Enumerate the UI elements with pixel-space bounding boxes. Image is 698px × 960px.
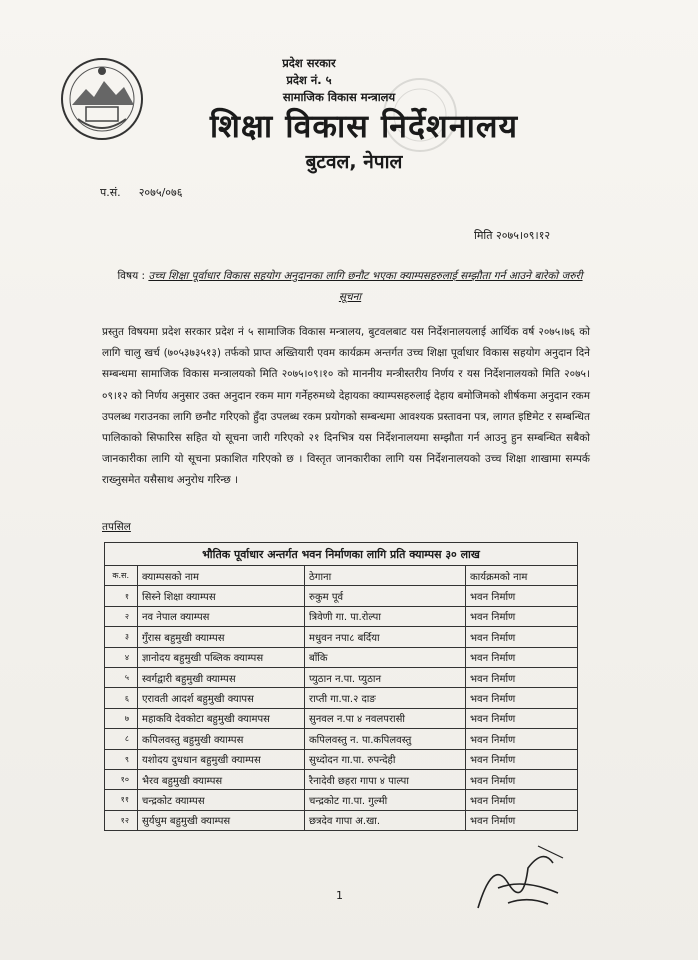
- table-row: [105, 606, 578, 626]
- reference-number: [100, 185, 182, 200]
- header-office-name: शिक्षा विकास निर्देशनालय: [209, 107, 519, 145]
- letter-date: मिति २०७५।०९।१२: [474, 229, 551, 242]
- header-sn: क.स.: [105, 566, 138, 586]
- schedule-heading: तपसिल: [102, 521, 131, 533]
- table-row: [105, 647, 578, 667]
- cell-sn: १०: [105, 769, 138, 789]
- cell-program: भवन निर्माण: [466, 688, 578, 708]
- cell-program: भवन निर्माण: [466, 586, 578, 606]
- cell-sn: २: [105, 606, 138, 626]
- subject-label: विषय :: [117, 270, 146, 282]
- cell-address: छत्रदेव गापा अ.खा.: [305, 810, 466, 830]
- table-row: [105, 749, 578, 769]
- cell-sn: ८: [105, 729, 138, 749]
- cell-address: चन्द्रकोट गा.पा. गुल्मी: [305, 790, 466, 810]
- cell-sn: ९: [105, 749, 138, 769]
- reference-value: २०७५/०७६: [138, 186, 183, 199]
- cell-sn: १२: [105, 810, 138, 830]
- cell-campus: महाकवि देवकोटा बहुमुखी क्यामपस: [138, 708, 305, 728]
- cell-program: भवन निर्माण: [466, 647, 578, 667]
- cell-address: सुध्दोदन गा.पा. रुपन्देही: [305, 749, 466, 769]
- cell-campus: सिस्ने शिक्षा क्याम्पस: [138, 586, 305, 606]
- cell-campus: ज्ञानोदय बहुमुखी पब्लिक क्याम्पस: [138, 647, 305, 667]
- cell-program: भवन निर्माण: [466, 810, 578, 830]
- header-ministry: सामाजिक विकास मन्त्रालय: [282, 90, 396, 104]
- cell-campus: एरावती आदर्श बहुमुखी क्यापस: [138, 688, 305, 708]
- cell-program: भवन निर्माण: [466, 769, 578, 789]
- table-header-row: [105, 566, 578, 586]
- cell-address: मधुवन नपा८ बर्दिया: [305, 627, 466, 647]
- cell-program: भवन निर्माण: [466, 627, 578, 647]
- table-row: [105, 627, 578, 647]
- body-paragraph: प्रस्तुत विषयमा प्रदेश सरकार प्रदेश नं ५ सामाजिक विकास मन्त्रालय, बुटवलबाट यस निर्देशनालयलाई आर्थिक वर्ष २०७५।७६ को लागि चालु खर्च (७०५३७३५१३) तर्फको प्राप्त अख्तियारी एवम कार्यक्रम अन्तर्गत उच्च शिक्षा पूर्वाधार विकास सहयोग अनुदान दिने सम्बन्धमा सामाजिक विकास मन्त्रालयको मिति २०७५।०९।१० को माननीय मन्त्रीस्तरीय निर्णय र यस निर्देशनालयको मिति २०७५।०९।१२ को निर्णय अनुसार उक्त अनुदान रकम माग गर्नेहरुमध्ये देहायका क्याम्पसहरुलाई देहाय बमोजिमको शीर्षकमा अनुदान रकम उपलब्ध गराउनका लागि छनौट गरिएको हुँदा उपलब्ध रकम प्रयोगको सम्बन्धमा आवश्यक प्रस्तावना पत्र, लागत इष्टिमेट र सम्बन्धित पालिकाको सिफारिस सहित यो सूचना जारी गरिएको २१ दिनभित्र यस निर्देशनालयमा सम्झौता गर्न आउनु हुन सम्बन्धित सबैको जानकारीका लागि यो सूचना प्रकाशित गरिएको छ । विस्तृत जानकारीका लागि यस निर्देशनालयको उच्च शिक्षा शाखामा सम्पर्क राख्नुसमेत यसैसाथ अनुरोध गरिन्छ ।: [102, 326, 590, 487]
- table-row: [105, 586, 578, 606]
- cell-program: भवन निर्माण: [466, 708, 578, 728]
- cell-campus: नव नेपाल क्याम्पस: [138, 606, 305, 626]
- cell-address: राप्ती गा.पा.२ दाङ: [305, 688, 466, 708]
- header-campus: क्याम्पसको नाम: [138, 566, 305, 586]
- cell-address: रैनादेवी छहरा गापा ४ पाल्पा: [305, 769, 466, 789]
- cell-program: भवन निर्माण: [466, 749, 578, 769]
- cell-address: सुनवल न.पा ४ नवलपरासी: [305, 708, 466, 728]
- cell-campus: सुर्यधुम बहुमुखी क्याम्पस: [138, 810, 305, 830]
- table-row: [105, 769, 578, 789]
- table-row: [105, 810, 578, 830]
- table-row: [105, 708, 578, 728]
- cell-program: भवन निर्माण: [466, 790, 578, 810]
- cell-sn: ११: [105, 790, 138, 810]
- header-address: ठेगाना: [305, 566, 466, 586]
- campus-table: [104, 542, 578, 831]
- cell-address: कपिलवस्तु न. पा.कपिलवस्तु: [305, 729, 466, 749]
- cell-program: भवन निर्माण: [466, 729, 578, 749]
- cell-sn: ४: [105, 647, 138, 667]
- subject-line: [110, 266, 590, 308]
- cell-sn: ७: [105, 708, 138, 728]
- cell-program: भवन निर्माण: [466, 667, 578, 687]
- cell-sn: १: [105, 586, 138, 606]
- header-location: बुटवल, नेपाल: [305, 151, 403, 173]
- header-program: कार्यक्रमको नाम: [466, 566, 578, 586]
- cell-address: त्रिवेणी गा. पा.रोल्पा: [305, 606, 466, 626]
- table-row: [105, 729, 578, 749]
- subject-text: उच्च शिक्षा पूर्वाधार विकास सहयोग अनुदानका लागि छनौट भएका क्याम्पसहरुलाई सम्झौता गर्न आउने बारेको जरुरी सूचना: [148, 270, 583, 303]
- header-province: प्रदेश नं. ५: [286, 73, 332, 87]
- cell-campus: भैरव बहुमुखी क्याम्पस: [138, 769, 305, 789]
- signature-icon: [468, 838, 568, 918]
- cell-address: बाँकि: [305, 647, 466, 667]
- cell-address: प्युठान न.पा. प्युठान: [305, 667, 466, 687]
- cell-program: भवन निर्माण: [466, 606, 578, 626]
- reference-label: प.सं.: [100, 186, 121, 199]
- table-row: [105, 688, 578, 708]
- cell-sn: ५: [105, 667, 138, 687]
- cell-campus: यशोदय दुधधान बहुमुखी क्याम्पस: [138, 749, 305, 769]
- cell-campus: स्वर्गद्वारी बहुमुखी क्याम्पस: [138, 667, 305, 687]
- cell-address: रुकुम पूर्व: [305, 586, 466, 606]
- header-government: प्रदेश सरकार: [282, 56, 336, 70]
- cell-campus: चन्द्रकोट क्याम्पस: [138, 790, 305, 810]
- page-number: 1: [336, 889, 343, 902]
- cell-sn: ६: [105, 688, 138, 708]
- table-row: [105, 667, 578, 687]
- table-row: [105, 790, 578, 810]
- cell-sn: ३: [105, 627, 138, 647]
- cell-campus: गुँरास बहुमुखी क्याम्पस: [138, 627, 305, 647]
- table-title: भौतिक पूर्वाधार अन्तर्गत भवन निर्माणका लागि प्रति क्याम्पस ३० लाख: [105, 543, 578, 566]
- cell-campus: कपिलवस्तु बहुमुखी क्याम्पस: [138, 729, 305, 749]
